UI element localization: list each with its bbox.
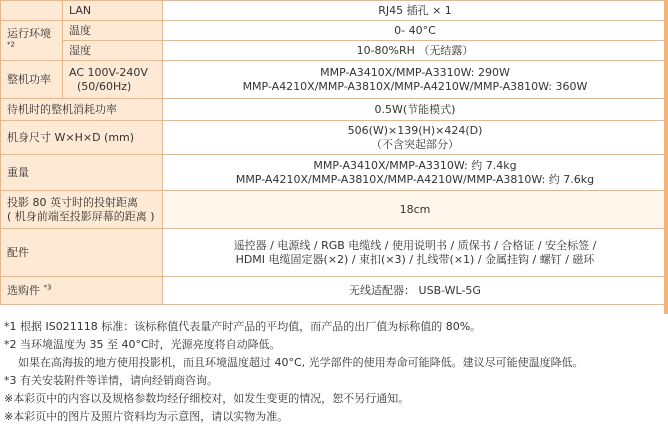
footnote-2: *2 当环境温度为 35 至 40°C时，光源亮度将自动降低。 (4, 338, 281, 351)
row-distance (1, 191, 668, 229)
size-value-line1: 506(W)×139(H)×424(D) (347, 123, 483, 137)
humidity-label: 湿度 (63, 41, 163, 61)
distance-value: 18cm (163, 191, 668, 229)
power-sub-line1: AC 100V-240V (69, 65, 148, 79)
env-label-text: 运行环境 (7, 26, 51, 40)
weight-value-line2: MMP-A4210X/MMP-A3810X/MMP-A4210W/MMP-A3810W: 约 7.6kg (235, 172, 595, 186)
row-standby (1, 99, 668, 121)
footnote-3: *3 有关安装附件等详情，请向经销商咨询。 (4, 374, 218, 387)
temp-value: 0- 40°C (163, 21, 668, 41)
distance-label-line2: ( 机身前端至投影屏幕的距离 ) (7, 209, 155, 223)
power-sub (63, 61, 163, 99)
row-options (1, 277, 668, 305)
power-value-line2: MMP-A4210X/MMP-A3810X/MMP-A4210W/MMP-A3810W: 360W (242, 79, 588, 93)
options-value: 无线适配器： USB-WL-5G (163, 277, 668, 305)
footnote-4: ※本彩页中的内容以及规格参数均经仔细校对，如发生变更的情况，恕不另行通知。 (4, 392, 410, 405)
standby-value: 0.5W(节能模式) (163, 99, 668, 121)
lan-label-spacer (1, 1, 63, 21)
size-value-line2: （不含突起部分） (371, 137, 459, 151)
row-power (1, 61, 668, 99)
humidity-value: 10-80%RH （无结露） (163, 41, 668, 61)
weight-value (163, 155, 668, 191)
row-weight (1, 155, 668, 191)
accessories-label: 配件 (1, 229, 163, 277)
size-label: 机身尺寸 W×H×D (mm) (1, 121, 163, 155)
row-accessories (1, 229, 668, 277)
row-size (1, 121, 668, 155)
footnote-2-cont: 如果在高海拔的地方使用投影机，而且环境温度超过 40°C, 光学部件的使用寿命可能降低。建议尽可能使温度降低。 (18, 356, 584, 369)
footnote-1: *1 根据 IS021118 标准：该标称值代表量产时产品的平均值，而产品的出厂值为标称值的 80%。 (4, 320, 482, 333)
options-label-text: 选购件 (7, 283, 40, 297)
weight-label: 重量 (1, 155, 163, 191)
distance-label (1, 191, 163, 229)
standby-label: 待机时的整机消耗功率 (1, 99, 163, 121)
weight-value-line1: MMP-A3410X/MMP-A3310W: 约 7.4kg (313, 158, 517, 172)
row-humidity (1, 41, 668, 61)
lan-label: LAN (63, 1, 163, 21)
lan-value: RJ45 插孔 × 1 (163, 1, 668, 21)
power-value (163, 61, 668, 99)
size-value (163, 121, 668, 155)
footnotes (4, 318, 664, 426)
env-note: *2 (7, 39, 15, 48)
accessories-value (163, 229, 668, 277)
env-label (1, 21, 63, 61)
row-temperature (1, 21, 668, 41)
power-value-line1: MMP-A3410X/MMP-A3310W: 290W (320, 65, 510, 79)
power-label: 整机功率 (1, 61, 63, 99)
row-lan (1, 1, 668, 21)
power-sub-line2: (50/60Hz) (77, 79, 132, 93)
accessories-value-line2: HDMI 电缆固定器(×2) / 束扣(×3) / 扎线带(×1) / 金属挂钩 / 螺钉 / 磁环 (235, 252, 595, 266)
right-border-strip (664, 0, 668, 314)
distance-label-line1: 投影 80 英寸时的投射距离 (7, 195, 138, 209)
accessories-value-line1: 遥控器 / 电源线 / RGB 电缆线 / 使用说明书 / 质保书 / 合格证 / 安全标签 / (233, 238, 597, 252)
options-note: *3 (43, 282, 52, 291)
options-label (1, 277, 163, 305)
footnote-5: ※本彩页中的图片及照片资料均为示意图，请以实物为准。 (4, 410, 289, 423)
temp-label: 温度 (63, 21, 163, 41)
